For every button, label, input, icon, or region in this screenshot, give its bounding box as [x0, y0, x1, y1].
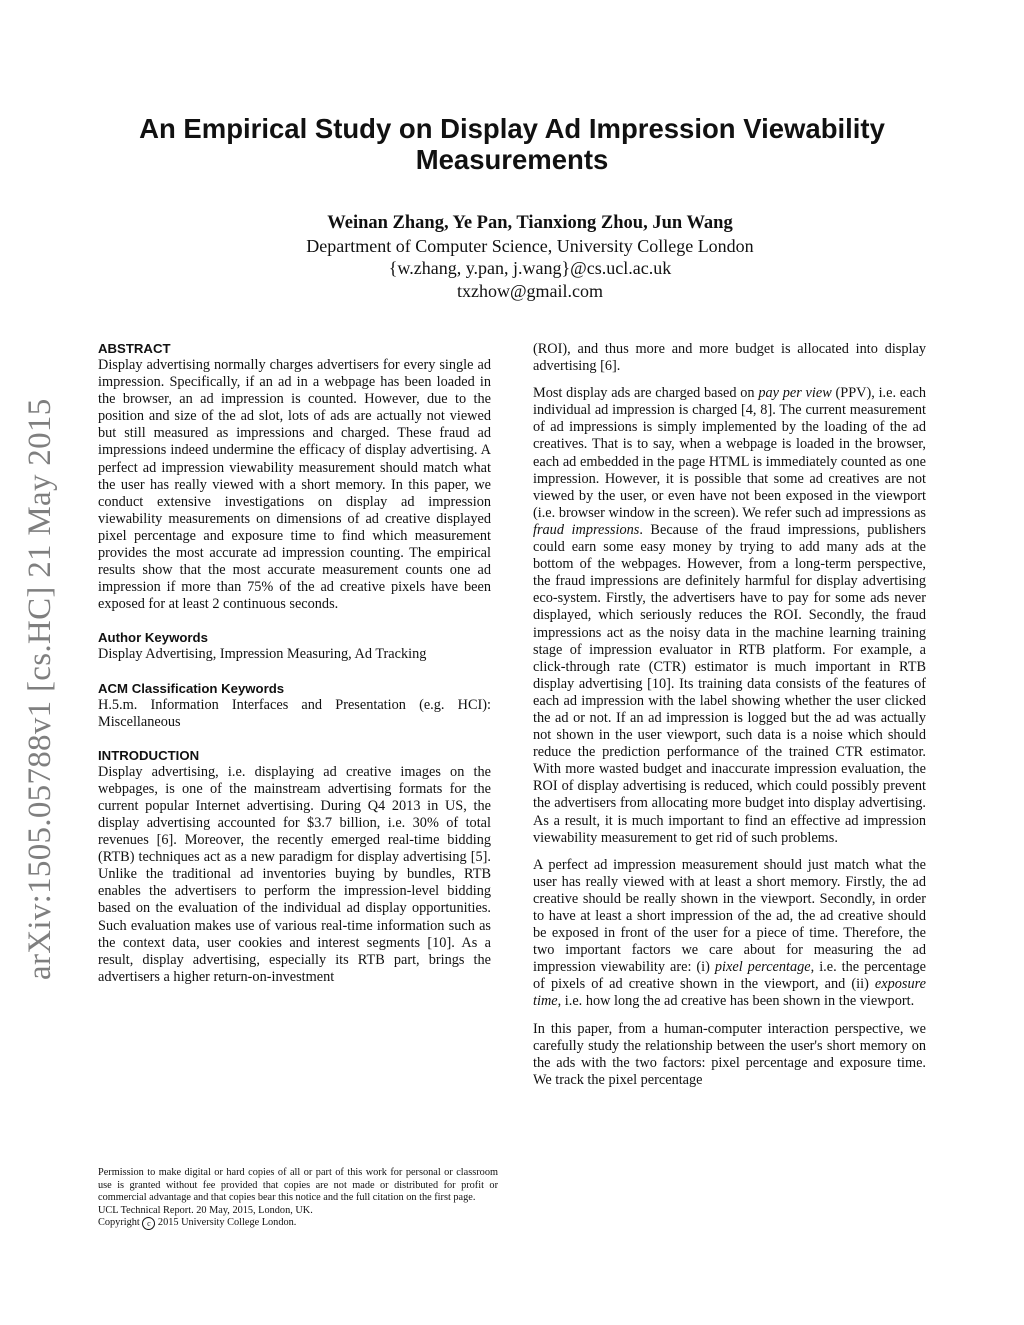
introduction-paragraph-1: Display advertising, i.e. displaying ad creative images on the webpages, is one of the mainstream advertising formats for the current popular Internet advertising. During Q4 2013 in US, the display advertising accounted for $3.7 billion, i.e. 30% of total revenues [6]. Moreover, the recently emerged real-time bidding (RTB) techniques act as a new paradigm for display advertising [5]. Unlike the traditional ad inventories buying by bundles, RTB enables the advertisers to perform the impression-level bidding based on the evaluation of the individual ad display opportunities. Such evaluation makes use of various real-time information such as the context data, user cookies and interest segments [10]. As a result, display advertising, especially its RTB part, brings the advertisers a higher return-on-investment: [98, 763, 491, 985]
introduction-heading: INTRODUCTION: [98, 747, 200, 763]
copyright-footnote: [98, 1167, 498, 1230]
acm-keywords-text: H.5.m. Information Interfaces and Presentation (e.g. HCI): Miscellaneous: [98, 696, 491, 730]
acm-keywords-heading: ACM Classification Keywords: [98, 680, 285, 696]
paper-scope-paragraph: In this paper, from a human-computer interaction perspective, we carefully study the relationship between the user's short memory on the ads with the two factors: pixel percentage and exposure time. We track the pixel percentage: [533, 1020, 926, 1088]
author-keywords-text: Display Advertising, Impression Measuring, Ad Tracking: [98, 646, 427, 663]
author-names: Weinan Zhang, Ye Pan, Tianxiong Zhou, Jun Wang: [327, 213, 733, 233]
abstract-text: Display advertising normally charges advertisers for every single ad impression. Specifically, if an ad in a webpage has been loaded in the browser, an ad impression is counted. However, due to the position and size of the ad slot, lots of ads are actually not viewed but still measured as impressions and charged. These fraud ad impressions indeed undermine the efficacy of display advertising. A perfect ad impression viewability measurement should match what the user has really viewed with a short memory. In this paper, we conduct extensive investigations on display ad impression viewability measurements on dimensions of ad creative displayed pixel percentage and exposure time to find which measurement provides the most accurate ad impression counting. The empirical results show that the most accurate measurement counts one ad impression if more than 75% of the ad creative pixels have been exposed for at least 2 continuous seconds.: [98, 357, 491, 613]
measurement-factors-paragraph: A perfect ad impression measurement should just match what the user has really viewed with at least a short memory. Firstly, the ad creative should be really shown in the viewport. Secondly, in order to have at least a short impression of the ad, the ad creative should be exposed in front of the user for a piece of time. Therefore, the two important factors we care about for measuring the ad impression viewability are: (i) pixel percentage, i.e. the percentage of pixels of ad creative shown in the viewport, and (ii) exposure time, i.e. how long the ad creative has been shown in the viewport.: [533, 856, 926, 1010]
term-pay-per-view: pay per view: [758, 385, 832, 402]
copyright-line: Copyright c 2015 University College London.: [98, 1217, 297, 1229]
term-fraud-impressions: fraud impressions: [533, 521, 640, 538]
author-email-primary: {w.zhang, y.pan, j.wang}@cs.ucl.ac.uk: [388, 258, 672, 278]
right-column: [533, 341, 926, 1089]
term-exposure-time: exposure time: [533, 976, 926, 1010]
arxiv-identifier-stamp: arXiv:1505.05788v1 [cs.HC] 21 May 2015: [22, 398, 58, 980]
author-affiliation: Department of Computer Science, University College London: [306, 235, 754, 256]
ppv-paragraph: Most display ads are charged based on pay per view (PPV), i.e. each individual ad impression is charged [4, 8]. The current measurement of ad impressions is simply implemented by the loading of the ad creatives. That is to say, when a webpage is loaded in the browser, each ad embedded in the page HTML is immediately counted as one impression. However, it is possible that some ad creatives are not viewed by the user, or even have not been exposed in the viewport (i.e. browser window in the screen). We refer such ad impressions as fraud impressions. Because of the fraud impressions, publishers could earn some easy money by trying to add many ads at the bottom of the webpages. However, from a long-term perspective, the fraud impressions are definitely harmful for display advertising eco-system. Firstly, the advertisers have to pay for some ads never displayed, which seriously reduces the ROI. Secondly, the fraud impressions act as the noisy data in the machine learning training stage of impression evaluator in RTB platform. For example, a click-through rate (CTR) estimator is much important in RTB display advertising [10]. Its training data consists of the features of each ad impression with the label showing whether the user clicked the ad or not. If an ad impression is logged but the ad was actually not shown in the user viewport, such data is a noise which should reduce the prediction performance of the trained CTR estimator. With more wasted budget and inaccurate impression evaluation, the ROI of display advertising is reduced, which could possibly prevent the advertisers from allocating more budget into display advertising. As a result, it is much important to find an effective ad impression viewability measurement to get rid of such problems.: [533, 385, 926, 846]
paper-title: An Empirical Study on Display Ad Impression Viewability Measurements: [139, 113, 885, 175]
intro-continuation-paragraph: (ROI), and thus more and more budget is allocated into display advertising [6].: [533, 341, 926, 375]
permission-notice: Permission to make digital or hard copies of all or part of this work for personal or classroom use is granted without fee provided that copies are not made or distributed for profit or commercial advantage and that copies bear this notice and the full citation on the first page.: [98, 1167, 498, 1204]
author-keywords-heading: Author Keywords: [98, 630, 208, 646]
left-column: [98, 341, 491, 986]
copyright-icon: c: [142, 1217, 155, 1230]
author-block: [220, 212, 840, 302]
term-pixel-percentage: pixel percentage: [714, 959, 811, 976]
author-email-secondary: txzhow@gmail.com: [456, 280, 604, 301]
abstract-heading: ABSTRACT: [98, 341, 171, 356]
report-venue: UCL Technical Report. 20 May, 2015, London, UK.: [98, 1204, 313, 1216]
